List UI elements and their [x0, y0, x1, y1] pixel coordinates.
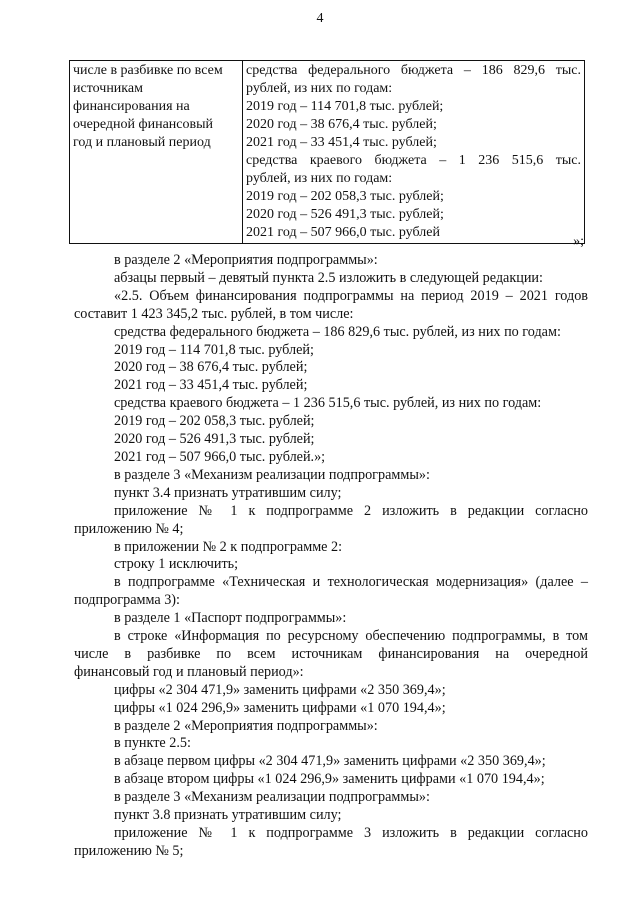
paragraph-line: составит 1 423 345,2 тыс. рублей, в том числе:: [74, 305, 354, 322]
paragraph-line: в разделе 2 «Мероприятия подпрограммы»:: [114, 252, 378, 268]
paragraph-line: средства федерального бюджета – 186 829,6 тыс. рублей, из них по годам:: [114, 323, 561, 340]
paragraph-line: в абзаце втором цифры «1 024 296,9» заменить цифрами «1 070 194,4»;: [114, 771, 545, 788]
paragraph-line: пункт 3.4 признать утратившим силу;: [114, 484, 342, 501]
row-label-cell: [70, 61, 243, 244]
cell-text-line: источникам: [73, 81, 143, 96]
paragraph-line: цифры «1 024 296,9» заменить цифрами «1 070 194,4»;: [114, 699, 446, 716]
paragraph-line: строку 1 исключить;: [114, 556, 239, 573]
cell-text-line: рублей, из них по годам:: [246, 171, 393, 186]
table-row: [70, 61, 585, 244]
cell-text-line: 2020 год – 526 491,3 тыс. рублей;: [246, 207, 444, 222]
cell-text-line: 2021 год – 507 966,0 тыс. рублей: [246, 225, 440, 240]
paragraph-line: приложение № 1 к подпрограмме 3 изложить в редакции согласно: [114, 825, 588, 841]
paragraph-line: в разделе 2 «Мероприятия подпрограммы»:: [114, 717, 378, 734]
paragraph-line: «2.5. Объем финансирования подпрограммы на период 2019 – 2021 годов: [114, 287, 588, 304]
paragraph-line: 2020 год – 526 491,3 тыс. рублей;: [114, 431, 315, 448]
paragraph-line: приложение № 1 к подпрограмме 2 изложить в редакции согласно: [114, 502, 588, 519]
paragraph-line: приложению № 4;: [74, 520, 184, 537]
paragraph-line: средства краевого бюджета – 1 236 515,6 тыс. рублей, из них по годам:: [114, 395, 542, 412]
paragraph-line: в пункте 2.5:: [114, 735, 191, 752]
page-number: 4: [316, 11, 324, 26]
paragraph-line: в разделе 3 «Механизм реализации подпрограммы»:: [114, 789, 430, 806]
paragraph-line: числе в разбивке по всем источникам финансирования на очередной: [74, 645, 588, 662]
paragraph-line: в строке «Информация по ресурсному обеспечению подпрограммы, в том: [114, 628, 588, 645]
paragraph-line: цифры «2 304 471,9» заменить цифрами «2 350 369,4»;: [114, 681, 446, 698]
closing-quote: »;: [573, 234, 584, 249]
paragraph-line: 2021 год – 33 451,4 тыс. рублей;: [114, 377, 308, 394]
cell-text-line: рублей, из них по годам:: [246, 81, 393, 96]
paragraph-line: в абзаце первом цифры «2 304 471,9» заменить цифрами «2 350 369,4»;: [114, 753, 546, 770]
paragraph-line: в разделе 3 «Механизм реализации подпрограммы»:: [114, 466, 430, 483]
cell-text-line: числе в разбивке по всем: [73, 63, 223, 78]
passport-table: [69, 60, 585, 244]
cell-text-line: средства краевого бюджета – 1 236 515,6 тыс.: [246, 153, 581, 168]
cell-text-line: 2019 год – 202 058,3 тыс. рублей;: [246, 189, 444, 204]
paragraph-line: приложению № 5;: [74, 842, 184, 859]
paragraph-line: 2020 год – 38 676,4 тыс. рублей;: [114, 359, 308, 376]
paragraph-line: подпрограмма 3):: [74, 592, 180, 609]
cell-text-line: 2021 год – 33 451,4 тыс. рублей;: [246, 135, 437, 150]
cell-text-line: 2020 год – 38 676,4 тыс. рублей;: [246, 117, 437, 132]
cell-text-line: средства федерального бюджета – 186 829,6 тыс.: [246, 63, 581, 78]
paragraph-line: абзацы первый – девятый пункта 2.5 изложить в следующей редакции:: [114, 269, 543, 286]
paragraph-line: 2019 год – 202 058,3 тыс. рублей;: [114, 413, 315, 430]
body-text: [74, 252, 588, 861]
paragraph-line: в приложении № 2 к подпрограмме 2:: [114, 538, 343, 555]
paragraph-line: финансовый год и плановый период»:: [74, 663, 304, 680]
paragraph-line: в подпрограмме «Техническая и технологическая модернизация» (далее –: [114, 574, 588, 591]
paragraph-line: пункт 3.8 признать утратившим силу;: [114, 807, 342, 824]
row-value-cell: [243, 61, 585, 244]
cell-text-line: финансирования на: [73, 99, 190, 114]
paragraph-line: 2019 год – 114 701,8 тыс. рублей;: [114, 341, 314, 358]
paragraph-line: в разделе 1 «Паспорт подпрограммы»:: [114, 610, 347, 627]
cell-text-line: 2019 год – 114 701,8 тыс. рублей;: [246, 99, 444, 114]
paragraph-line: 2021 год – 507 966,0 тыс. рублей.»;: [114, 448, 326, 465]
cell-text-line: очередной финансовый: [73, 117, 214, 132]
cell-text-line: год и плановый период: [73, 135, 211, 150]
